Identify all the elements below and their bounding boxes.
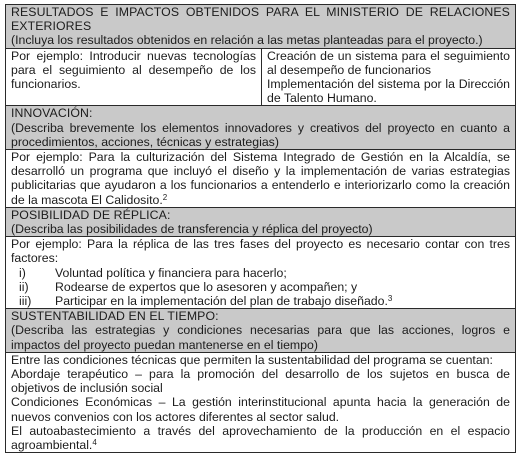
- sustainability-paragraph: Abordaje terapéutico – para la promoción del desarrollo de los sujetos en busca de objetivos de inclusión social: [11, 367, 510, 396]
- innovation-header: [6, 106, 515, 150]
- results-row: [6, 49, 515, 107]
- list-item-text: Voluntad política y financiera para hacerlo;: [55, 265, 287, 280]
- project-form-table: [5, 4, 516, 453]
- results-instruction: (Incluya los resultados obtenidos en relación a las metas planteadas para el proyecto.): [11, 33, 483, 48]
- innovation-text: Por ejemplo: Para la culturización del Sistema Integrado de Gestión en la Alcaldía, se desarrolló un programa que incluyó el diseño y la implementación de varias estrategias publicitarias que ayudaron a los funcionarios a entenderlo e interiorizarlo como la creación de la mascota El Calidosito.: [11, 150, 510, 207]
- results-title: RESULTADOS E IMPACTOS OBTENIDOS PARA EL MINISTERIO DE RELACIONES EXTERIORES: [11, 5, 510, 34]
- footnote-ref: 3: [387, 294, 393, 304]
- results-outcome-2: Implementación del sistema por la Dirección de Talento Humano.: [267, 77, 510, 106]
- list-item-text: Rodearse de expertos que lo asesoren y acompañen; y: [55, 279, 358, 294]
- results-outcome-1: Creación de un sistema para el seguimiento al desempeño de funcionarios: [267, 48, 510, 77]
- innovation-title: INNOVACIÓN:: [11, 106, 93, 121]
- results-header: [6, 5, 515, 49]
- sustainability-title: SUSTENTABILIDAD EN EL TIEMPO:: [11, 309, 219, 324]
- sustainability-instruction: (Describa las estrategias y condiciones necesarias para que las acciones, logros e impactos del proyecto puedan mantenerse en el tiempo): [11, 323, 510, 352]
- replication-header: [6, 208, 515, 237]
- list-item-number: iii): [19, 294, 32, 309]
- list-item-number: ii): [19, 279, 29, 294]
- footnote-ref: 4: [92, 438, 97, 448]
- list-item-number: i): [19, 265, 26, 280]
- innovation-instruction: (Describa brevemente los elementos innovadores y creativos del proyecto en cuanto a procedimientos, acciones, técnicas y estrategias): [11, 120, 510, 149]
- replication-body: [6, 237, 515, 309]
- sustainability-body: [6, 353, 515, 452]
- sustainability-paragraph: Entre las condiciones técnicas que permiten la sustentabilidad del programa se cuentan:: [11, 352, 493, 367]
- replication-title: POSIBILIDAD DE RÉPLICA:: [11, 207, 171, 222]
- innovation-body: [6, 150, 515, 208]
- sustainability-paragraph-text: El autoabastecimiento a través del aprovechamiento de la producción en el espacio agroambiental.: [11, 423, 510, 453]
- list-item: [11, 280, 510, 294]
- list-item: [11, 266, 510, 280]
- results-outcome-cell: [262, 49, 515, 106]
- sustainability-paragraph-last: [11, 424, 510, 452]
- sustainability-header: [6, 309, 515, 353]
- footnote-ref: 2: [162, 192, 168, 202]
- sustainability-paragraph: Condiciones Económicas – La gestión interinstitucional apunta hacia la generación de nuevos convenios con los actores diferentes al sector salud.: [11, 395, 510, 424]
- list-item-text-content: Participar en la implementación del plan de trabajo diseñado.: [55, 294, 388, 309]
- list-item-text: [51, 294, 510, 308]
- replication-intro: Por ejemplo: Para la réplica de las tres fases del proyecto es necesario contar con tres factores:: [11, 237, 510, 266]
- results-example-cell: Por ejemplo: Introducir nuevas tecnologías para el seguimiento al desempeño de los funcionarios.: [6, 49, 262, 106]
- replication-instruction: (Describa las posibilidades de transferencia y réplica del proyecto): [11, 222, 373, 237]
- list-item: [11, 294, 510, 308]
